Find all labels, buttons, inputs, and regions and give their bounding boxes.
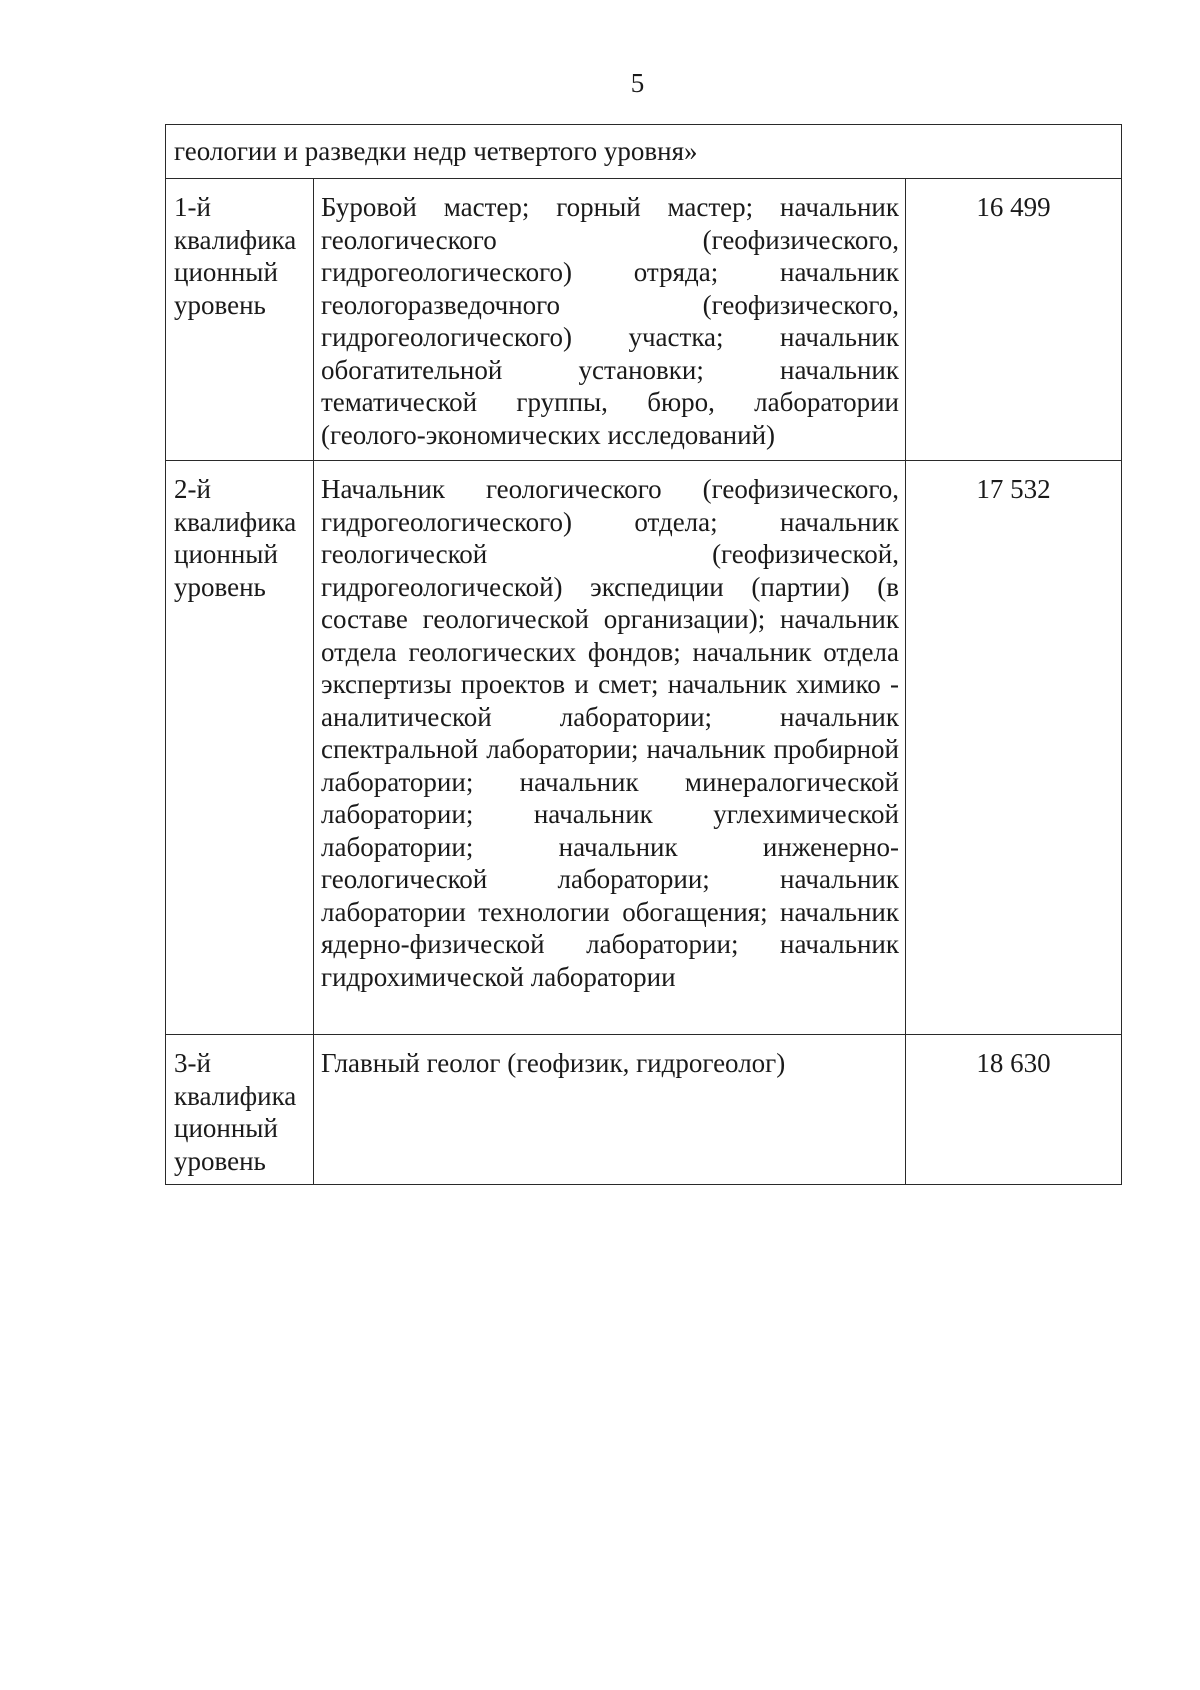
qualification-level-cell (166, 179, 314, 461)
level-text-line: уровень (174, 1145, 266, 1176)
page-number: 5 (630, 68, 645, 98)
qualification-level-cell (166, 1035, 314, 1185)
level-text-line: ционный (174, 1113, 278, 1143)
level-text-line: уровень (174, 289, 266, 320)
level-text-line: ционный (174, 539, 278, 569)
level-text-line: ционный (174, 257, 278, 287)
table-row (166, 1035, 1122, 1185)
continuation-text: геологии и разведки недр четвертого уровня» (166, 125, 1122, 179)
level-text-line: квалифика (174, 1080, 297, 1111)
level-text-line: 1-й (174, 192, 211, 222)
table-row (166, 179, 1122, 461)
salary-value-cell: 17 532 (906, 461, 1122, 1035)
position-list-cell: Буровой мастер; горный мастер; начальник геологического (геофизического, гидрогеологического) отряда; начальник геологоразведочного (геофизического, гидрогеологического) участка; начальник обогатительной установки; начальник тематической группы, бюро, лаборатории (геолого-экономических исследований) (314, 179, 906, 461)
salary-value-cell: 16 499 (906, 179, 1122, 461)
table-continuation-row (166, 125, 1122, 179)
level-text-line: 3-й (174, 1048, 211, 1078)
qualification-level-cell (166, 461, 314, 1035)
position-list-cell: Главный геолог (геофизик, гидрогеолог) (314, 1035, 906, 1185)
position-list-cell: Начальник геологического (геофизического, гидрогеологического) отдела; начальник геологической (геофизической, гидрогеологической) экспедиции (партии) (в составе геологической организации); начальник отдела геологических фондов; начальник отдела экспертизы проектов и смет; начальник химико - аналитической лаборатории; начальник спектральной лаборатории; начальник пробирной лаборатории; начальник минералогической лаборатории; начальник углехимической лаборатории; начальник инженерно-геологической лаборатории; начальник лаборатории технологии обогащения; начальник ядерно-физической лаборатории; начальник гидрохимической лаборатории (314, 461, 906, 1035)
qualification-table (165, 124, 1122, 1185)
level-text-line: квалифика (174, 506, 297, 537)
level-text-line: квалифика (174, 224, 297, 255)
level-text-line: уровень (174, 571, 266, 602)
salary-value-cell: 18 630 (906, 1035, 1122, 1185)
table-row (166, 461, 1122, 1035)
level-text-line: 2-й (174, 474, 211, 504)
